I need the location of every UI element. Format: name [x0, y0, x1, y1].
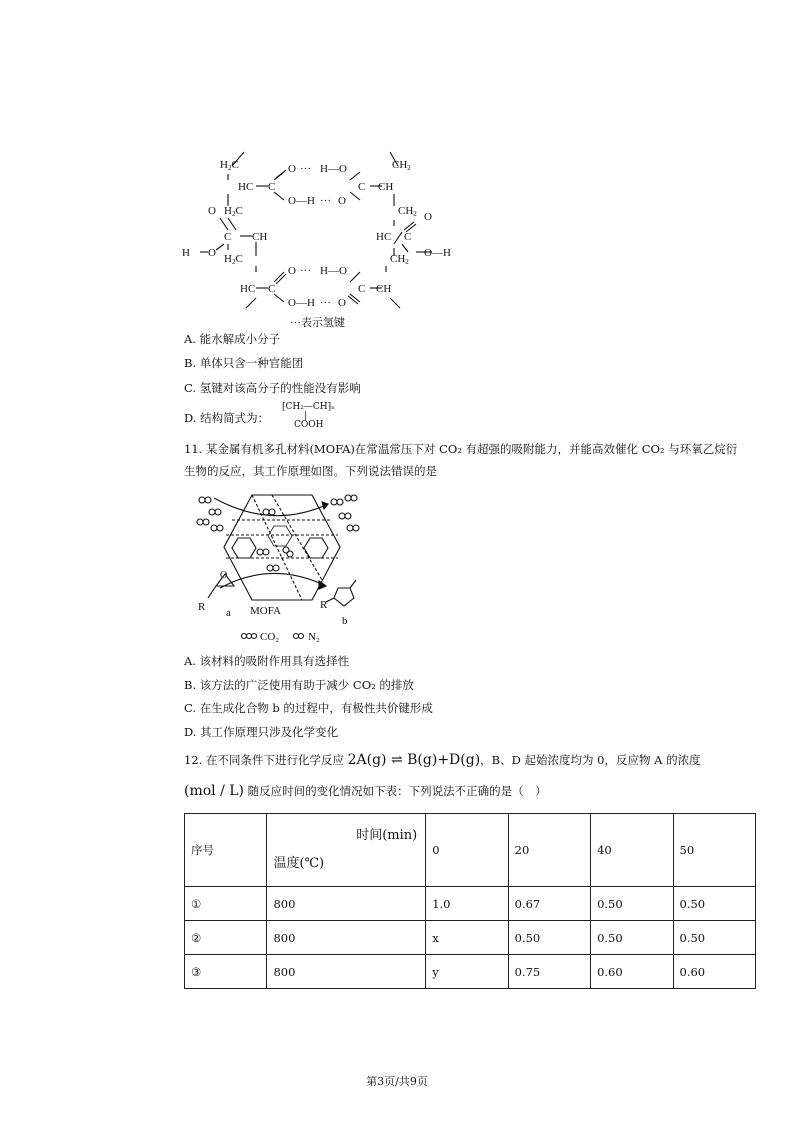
row1-v40: 0.50 — [591, 887, 673, 921]
row3-v20: 0.75 — [508, 955, 590, 989]
header-time: 时间(min) — [356, 828, 418, 843]
header-no: 序号 — [185, 814, 267, 887]
q10-option-a: A. 能水解成小分子 — [184, 332, 281, 346]
atom-c-upper-left: C — [268, 181, 276, 193]
q11-option-b: B. 该方法的广泛使用有助于减少 CO₂ 的排放 — [184, 678, 414, 692]
row1-v0: 1.0 — [426, 887, 508, 921]
header-diagonal-cell — [267, 814, 426, 887]
atom-c-lower-right: C — [358, 283, 366, 295]
atom-ch2-lower-right: CH2 — [390, 253, 409, 266]
atom-hc-lower-left: HC — [240, 283, 256, 295]
epoxide-o-label: O — [220, 570, 228, 581]
q10-option-c: C. 氢键对该高分子的性能没有影响 — [184, 381, 361, 395]
atom-c-right-acid: C — [404, 231, 412, 243]
q11-option-d: D. 其工作原理只涉及化学变化 — [184, 725, 339, 739]
atom-o-left-carbonyl: O — [208, 205, 216, 217]
table-row — [185, 921, 756, 955]
row3-v50: 0.60 — [673, 955, 755, 989]
oh-lower: O—H — [288, 297, 315, 309]
hbond-dots-upper: ··· — [320, 195, 331, 207]
atom-o-right-carbonyl: O — [424, 211, 432, 223]
header-temp: 温度(℃) — [273, 856, 325, 871]
atom-ch-left: CH — [252, 231, 268, 243]
page-footer: 第3页/共9页 — [366, 1075, 428, 1088]
row2-no: ② — [185, 921, 267, 955]
oh-right-hydroxyl: O—H — [424, 247, 451, 259]
atom-ch-upper-right: CH — [378, 181, 394, 193]
row2-temp: 800 — [267, 921, 426, 955]
header-time-0: 0 — [426, 814, 508, 887]
q12-intro: 12. 在不同条件下进行化学反应 — [184, 753, 348, 767]
ho-lower: H—O — [320, 265, 347, 277]
label-a: a — [226, 607, 231, 619]
atom-c-left-acid: C — [224, 231, 232, 243]
q11-line2: 生物的反应，其工作原理如图。下列说法错误的是 — [184, 464, 437, 478]
q10-formula-main: ⁅CH₂—CH⁆ₙ — [282, 402, 335, 412]
atom-hc-upper-left: HC — [238, 181, 254, 193]
row2-v20: 0.50 — [508, 921, 590, 955]
atom-o-lower-top-left: O — [288, 265, 296, 277]
table-row — [185, 887, 756, 921]
mofa-figure — [192, 490, 372, 650]
ho-top: H—O — [320, 163, 347, 175]
r-label-b: R — [320, 599, 328, 611]
row3-v0: y — [426, 955, 508, 989]
label-mofa: MOFA — [250, 605, 281, 617]
header-time-50: 50 — [673, 814, 755, 887]
hbond-dots-lower: ··· — [320, 297, 331, 309]
q10-option-d: D. 结构简式为： — [184, 411, 270, 425]
row3-v40: 0.60 — [591, 955, 673, 989]
atom-h2c: H2C — [220, 159, 239, 172]
atom-hc-right: HC — [376, 231, 392, 243]
hbond-dots-top: ··· — [300, 163, 311, 175]
q12-reaction: 2A(g) ⇌ B(g)+D(g) — [347, 752, 481, 768]
atom-c-upper-right: C — [358, 181, 366, 193]
q11-option-a: A. 该材料的吸附作用具有选择性 — [184, 654, 350, 668]
row2-v0: x — [426, 921, 508, 955]
row3-no: ③ — [185, 955, 267, 989]
r-label-a: R — [198, 601, 206, 613]
row1-v50: 0.50 — [673, 887, 755, 921]
q12-question: 随反应时间的变化情况如下表：下列说法不正确的是（ ） — [244, 784, 547, 798]
atom-o-lower-right: O — [338, 297, 346, 309]
polymer-structure-figure — [180, 148, 470, 333]
q12-line1 — [184, 749, 701, 771]
hbond-caption: ···表示氢键 — [290, 317, 345, 329]
q12-stem-rest: ，B、D 起始浓度均为 0，反应物 A 的浓度 — [480, 753, 701, 767]
q11-option-c: C. 在生成化合物 b 的过程中，有极性共价键形成 — [184, 701, 433, 715]
q11-line1: 11. 某金属有机多孔材料(MOFA)在常温常压下对 CO₂ 有超强的吸附能力，并能高效催化 CO₂ 与环氧乙烷衍 — [184, 442, 738, 456]
header-time-40: 40 — [591, 814, 673, 887]
atom-c-lower-left: C — [268, 283, 276, 295]
row2-v40: 0.50 — [591, 921, 673, 955]
q10-formula: ⁅CH₂—CH⁆ₙ | COOH — [282, 402, 335, 430]
row1-no: ① — [185, 887, 267, 921]
row1-temp: 800 — [267, 887, 426, 921]
row3-temp: 800 — [267, 955, 426, 989]
table-header-row — [185, 814, 756, 887]
table-row — [185, 955, 756, 989]
atom-ch2-top-right: CH2 — [392, 159, 411, 172]
atom-ch2-right: CH2 — [398, 205, 417, 218]
atom-h-left: H — [182, 247, 190, 259]
header-time-20: 20 — [508, 814, 590, 887]
atom-o-top-left: O — [288, 163, 296, 175]
q10-formula-sub: COOH — [294, 420, 324, 430]
legend-co2: CO₂ — [260, 631, 280, 643]
q10-option-b: B. 单体只含一种官能团 — [184, 356, 304, 370]
legend-n2: N₂ — [308, 631, 320, 643]
atom-ch-lower-right: CH — [376, 283, 392, 295]
q12-table — [184, 813, 756, 989]
row2-v50: 0.50 — [673, 921, 755, 955]
hbond-dots-lower-top: ··· — [300, 265, 311, 277]
q12-unit: (mol / L) — [184, 783, 245, 799]
atom-o-left-hydroxyl: O — [208, 247, 216, 259]
atom-h2c-left: H2C — [224, 205, 243, 218]
atom-h2c-lower-left: H2C — [224, 253, 243, 266]
label-b: b — [342, 615, 348, 627]
row1-v20: 0.67 — [508, 887, 590, 921]
q12-line2 — [184, 780, 547, 802]
atom-o-upper-right: O — [338, 195, 346, 207]
oh-upper: O—H — [288, 195, 315, 207]
